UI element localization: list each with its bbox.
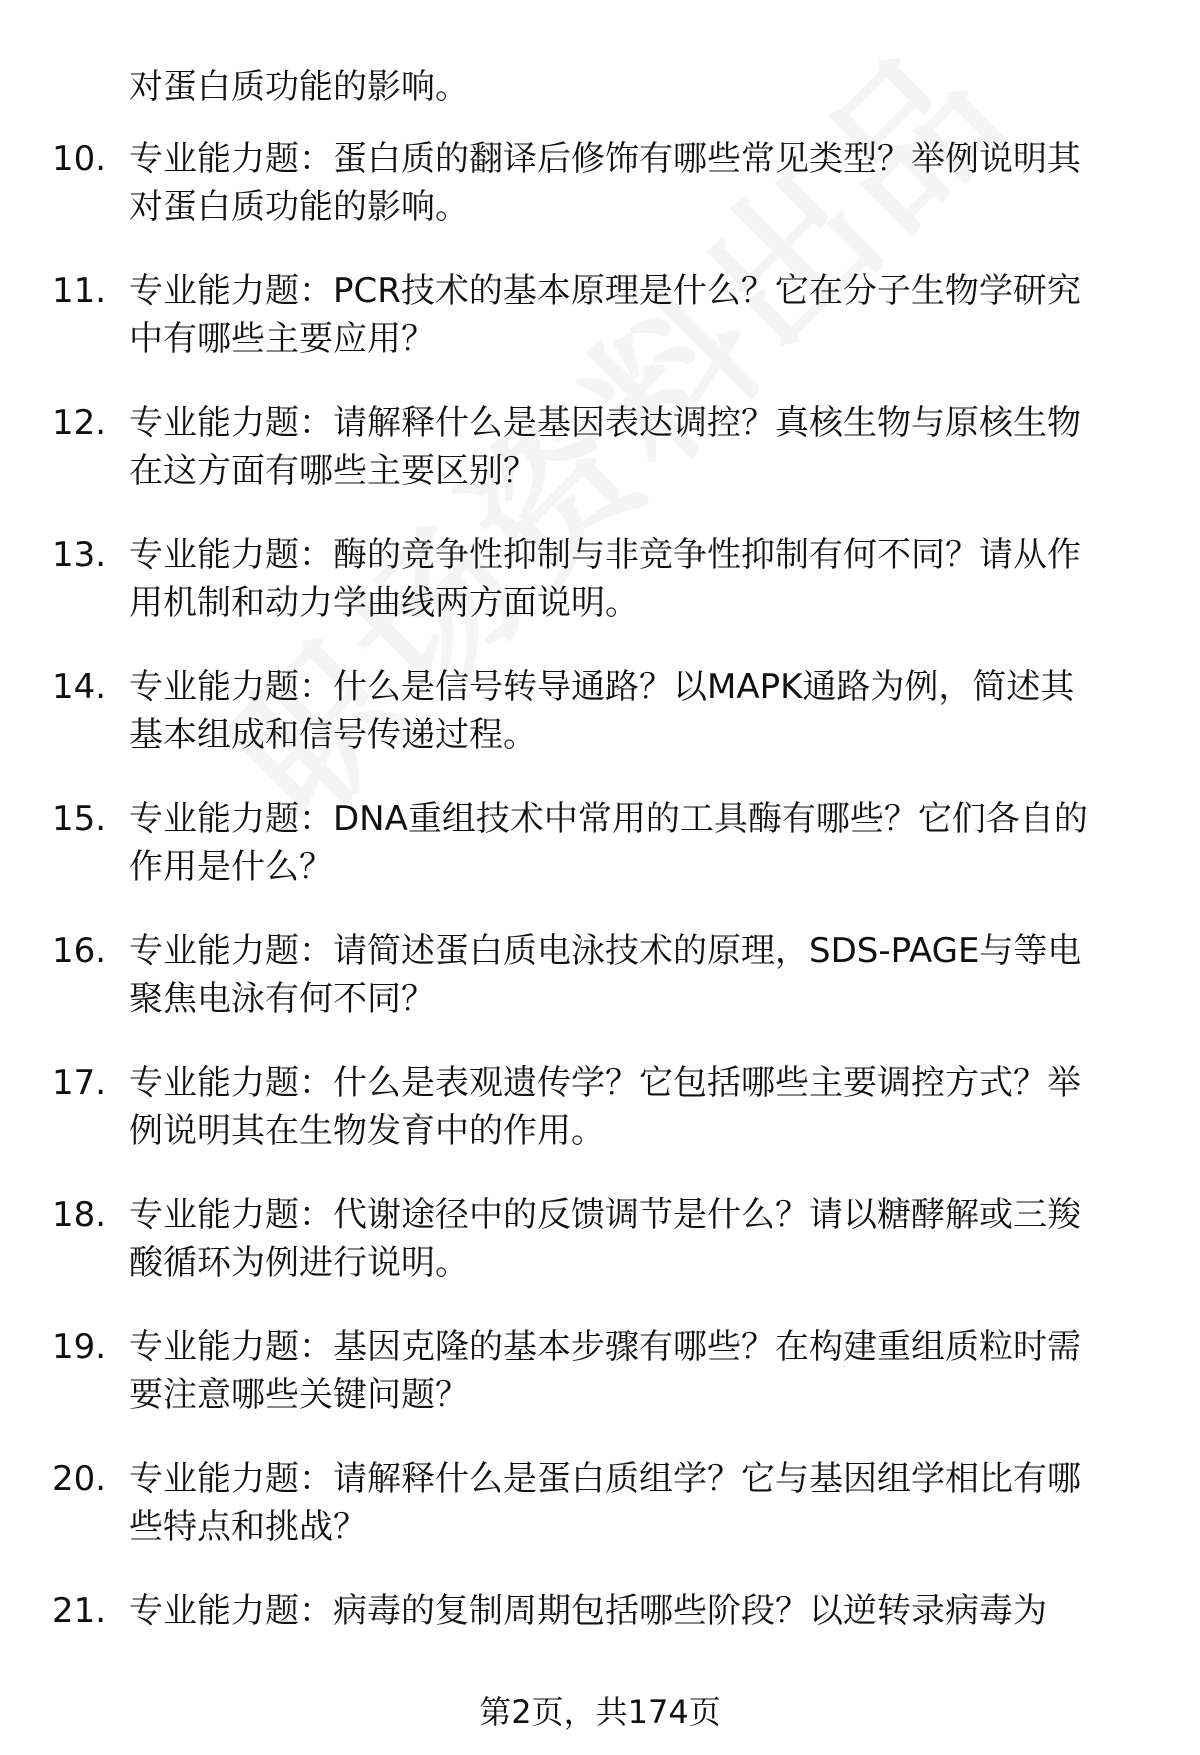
question-text-line-1: 专业能力题：DNA重组技术中常用的工具酶有哪些？它们各自的 xyxy=(129,799,1088,839)
question-text-line-2: 作用是什么？ xyxy=(129,847,333,887)
question-number: 15. xyxy=(52,799,107,839)
question-number: 14. xyxy=(52,667,107,707)
question-item-18 xyxy=(0,1190,1200,1322)
question-text-line-2: 在这方面有哪些主要区别？ xyxy=(129,451,537,491)
question-item-12 xyxy=(0,398,1200,530)
question-text-line-1: 专业能力题：请简述蛋白质电泳技术的原理，SDS-PAGE与等电 xyxy=(129,931,1082,971)
question-number: 17. xyxy=(52,1063,107,1103)
question-item-20 xyxy=(0,1454,1200,1586)
question-item-13 xyxy=(0,530,1200,662)
question-number: 12. xyxy=(52,403,107,443)
question-text-line-1: 专业能力题：请解释什么是蛋白质组学？它与基因组学相比有哪 xyxy=(129,1459,1081,1499)
question-number: 11. xyxy=(52,271,107,311)
question-text-line-2: 要注意哪些关键问题？ xyxy=(129,1375,469,1415)
question-text-line-1: 专业能力题：病毒的复制周期包括哪些阶段？以逆转录病毒为 xyxy=(129,1591,1047,1631)
continued-text: 对蛋白质功能的影响。 xyxy=(129,67,469,107)
question-number: 18. xyxy=(52,1195,107,1235)
question-text-line-1: 专业能力题：基因克隆的基本步骤有哪些？在构建重组质粒时需 xyxy=(129,1327,1081,1367)
question-number: 21. xyxy=(52,1591,107,1631)
question-text-line-1: 专业能力题：请解释什么是基因表达调控？真核生物与原核生物 xyxy=(129,403,1081,443)
question-text-line-2: 些特点和挑战？ xyxy=(129,1507,367,1547)
question-item-15 xyxy=(0,794,1200,926)
question-item-16 xyxy=(0,926,1200,1058)
question-text-line-2: 中有哪些主要应用？ xyxy=(129,319,435,359)
question-item-17 xyxy=(0,1058,1200,1190)
question-number: 19. xyxy=(52,1327,107,1367)
question-text-line-2: 用机制和动力学曲线两方面说明。 xyxy=(129,583,639,623)
page-footer: 第2页，共174页 xyxy=(479,1693,721,1731)
question-item-14 xyxy=(0,662,1200,794)
question-text-line-2: 基本组成和信号传递过程。 xyxy=(129,715,537,755)
question-text-line-1: 专业能力题：什么是信号转导通路？以MAPK通路为例，简述其 xyxy=(129,667,1075,707)
question-text-line-1: 专业能力题：PCR技术的基本原理是什么？它在分子生物学研究 xyxy=(129,271,1081,311)
question-text-line-1: 专业能力题：什么是表观遗传学？它包括哪些主要调控方式？举 xyxy=(129,1063,1081,1103)
question-number: 10. xyxy=(52,139,107,179)
question-number: 13. xyxy=(52,535,107,575)
question-text-line-1: 专业能力题：酶的竞争性抑制与非竞争性抑制有何不同？请从作 xyxy=(129,535,1081,575)
question-text-line-1: 专业能力题：代谢途径中的反馈调节是什么？请以糖酵解或三羧 xyxy=(129,1195,1081,1235)
question-text-line-1: 专业能力题：蛋白质的翻译后修饰有哪些常见类型？举例说明其 xyxy=(129,139,1081,179)
question-number: 20. xyxy=(52,1459,107,1499)
question-text-line-2: 例说明其在生物发育中的作用。 xyxy=(129,1111,605,1151)
question-item-10 xyxy=(0,134,1200,266)
question-list xyxy=(0,134,1200,1718)
question-text-line-2: 对蛋白质功能的影响。 xyxy=(129,187,469,227)
question-number: 16. xyxy=(52,931,107,971)
question-item-19 xyxy=(0,1322,1200,1454)
question-text-line-2: 酸循环为例进行说明。 xyxy=(129,1243,469,1283)
question-text-line-2: 聚焦电泳有何不同？ xyxy=(129,979,435,1019)
question-item-11 xyxy=(0,266,1200,398)
